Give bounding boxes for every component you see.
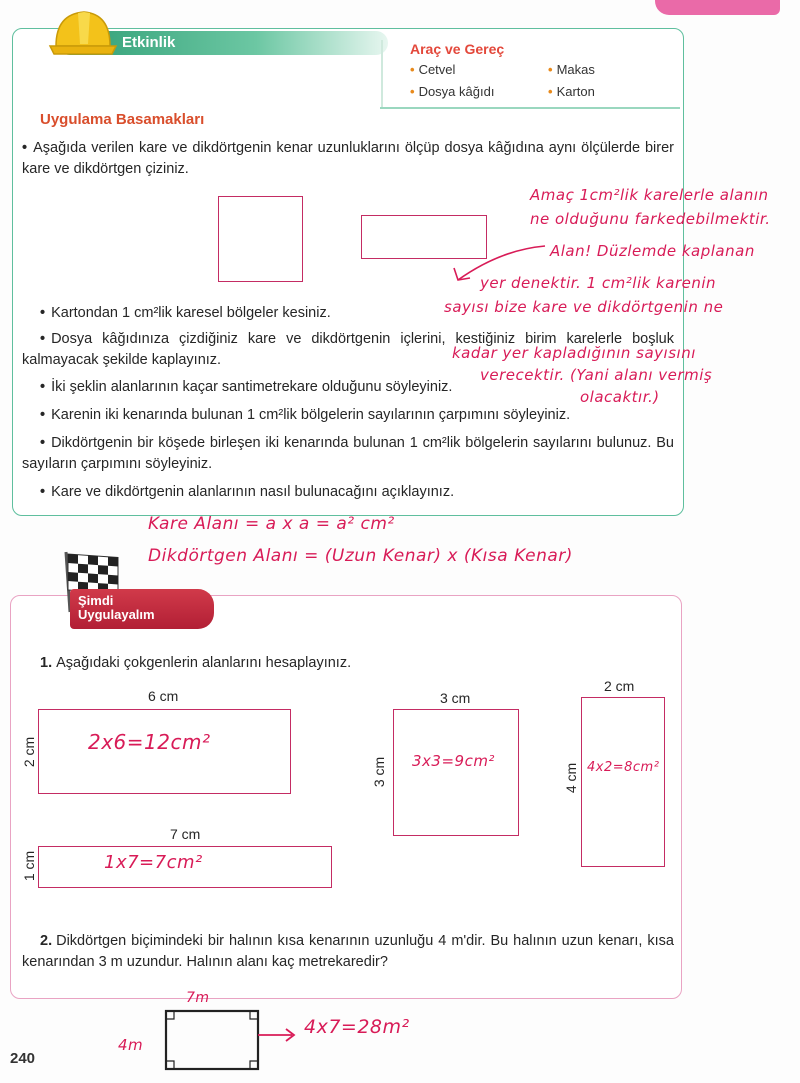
step-1: • Aşağıda verilen kare ve dikdörtgenin kenar uzunluklarını ölçüp dosya kâğıdına aynı ölçülerde birer kare ve dikdörtgen çiziniz.	[22, 140, 674, 177]
handwritten-note-line: sayısı bize kare ve dikdörtgenin ne	[444, 298, 724, 316]
rect-2-width-label: 3 cm	[440, 690, 471, 706]
rect-2-answer: 3x3=9cm²	[412, 752, 495, 770]
page-corner-tab	[655, 0, 780, 15]
rect-1-answer: 2x6=12cm²	[88, 730, 211, 754]
tools-divider	[380, 107, 680, 109]
tool-item: • Cetvel	[410, 62, 456, 77]
question-1: 1. Aşağıdaki çokgenlerin alanlarını hesaplayınız.	[40, 655, 352, 671]
handwritten-note-line: kadar yer kapladığının sayısını	[452, 344, 696, 362]
handwritten-note-line: Alan! Düzlemde kaplanan	[550, 242, 755, 260]
handwritten-rect-formula: Dikdörtgen Alanı = (Uzun Kenar) x (Kısa Kenar)	[148, 546, 573, 566]
rect-1-width-label: 6 cm	[148, 688, 179, 704]
handwritten-square-formula: Kare Alanı = a x a = a² cm²	[148, 514, 395, 534]
handwritten-arrow-icon	[440, 228, 550, 288]
q2-sketch-top-label: 7m	[186, 990, 210, 1006]
rect-2-height-label: 3 cm	[371, 756, 388, 788]
q2-sketch-rectangle	[160, 1005, 300, 1075]
handwritten-note-line: olacaktır.)	[580, 388, 660, 406]
step-5: • Karenin iki kenarında bulunan 1 cm²lik bölgelerin sayılarının çarpımını söyleyiniz.	[40, 407, 571, 423]
activity-banner-title: Etkinlik	[122, 34, 176, 51]
handwritten-note-line: Amaç 1cm²lik karelerle alanın	[530, 186, 769, 204]
step-6: • Dikdörtgenin bir köşede birleşen iki kenarında bulunan 1 cm²lik bölgelerin sayılarını bulunuz. Bu sayıların çarpımını söyleyiniz.	[22, 435, 674, 472]
hard-hat-icon	[48, 6, 118, 58]
question-2: 2. Dikdörtgen biçimindeki bir halının kısa kenarının uzunluğu 4 m'dir. Bu halının uzun kenarı, kısa kenarından 3 m uzundur. Halının alanı kaç metrekaredir?	[22, 933, 674, 970]
rect-3-height-label: 4 cm	[563, 762, 580, 794]
rect-1-height-label: 2 cm	[21, 736, 38, 768]
practice-banner-line2: Uygulayalım	[78, 607, 155, 622]
rect-3-answer: 4x2=8cm²	[587, 760, 660, 775]
handwritten-note-line: yer denektir. 1 cm²lik karenin	[480, 274, 717, 292]
rect-4-answer: 1x7=7cm²	[104, 852, 203, 873]
handwritten-note-line: verecektir. (Yani alanı vermiş	[480, 366, 713, 384]
tool-item: • Dosya kâğıdı	[410, 84, 495, 99]
handwritten-note-line: ne olduğunu farkedebilmektir.	[530, 210, 771, 228]
rect-3-width-label: 2 cm	[604, 678, 635, 694]
sample-square	[218, 196, 303, 282]
tools-title: Araç ve Gereç	[410, 41, 505, 57]
rect-4-height-label: 1 cm	[21, 850, 38, 882]
rect-3	[581, 697, 665, 867]
step-2: • Kartondan 1 cm²lik karesel bölgeler kesiniz.	[40, 305, 331, 321]
tool-item: • Makas	[548, 62, 595, 77]
steps-title: Uygulama Basamakları	[40, 111, 205, 128]
practice-banner	[70, 589, 214, 629]
q2-sketch-side-label: 4m	[118, 1036, 144, 1054]
q2-answer: 4x7=28m²	[304, 1016, 410, 1038]
page-number: 240	[10, 1050, 36, 1067]
step-3: • Dosya kâğıdınıza çizdiğiniz kare ve dikdörtgenin içlerini, kestiğiniz birim karelerle boşluk kalmayacak şekilde kaplayınız.	[22, 331, 674, 368]
rect-4-width-label: 7 cm	[170, 826, 201, 842]
tools-divider-vertical	[381, 40, 383, 108]
step-7: • Kare ve dikdörtgenin alanlarının nasıl bulunacağını açıklayınız.	[40, 484, 455, 500]
rect-2	[393, 709, 519, 836]
step-4: • İki şeklin alanlarının kaçar santimetrekare olduğunu söyleyiniz.	[40, 379, 453, 395]
practice-banner-line1: Şimdi	[78, 593, 114, 608]
tool-item: • Karton	[548, 84, 595, 99]
